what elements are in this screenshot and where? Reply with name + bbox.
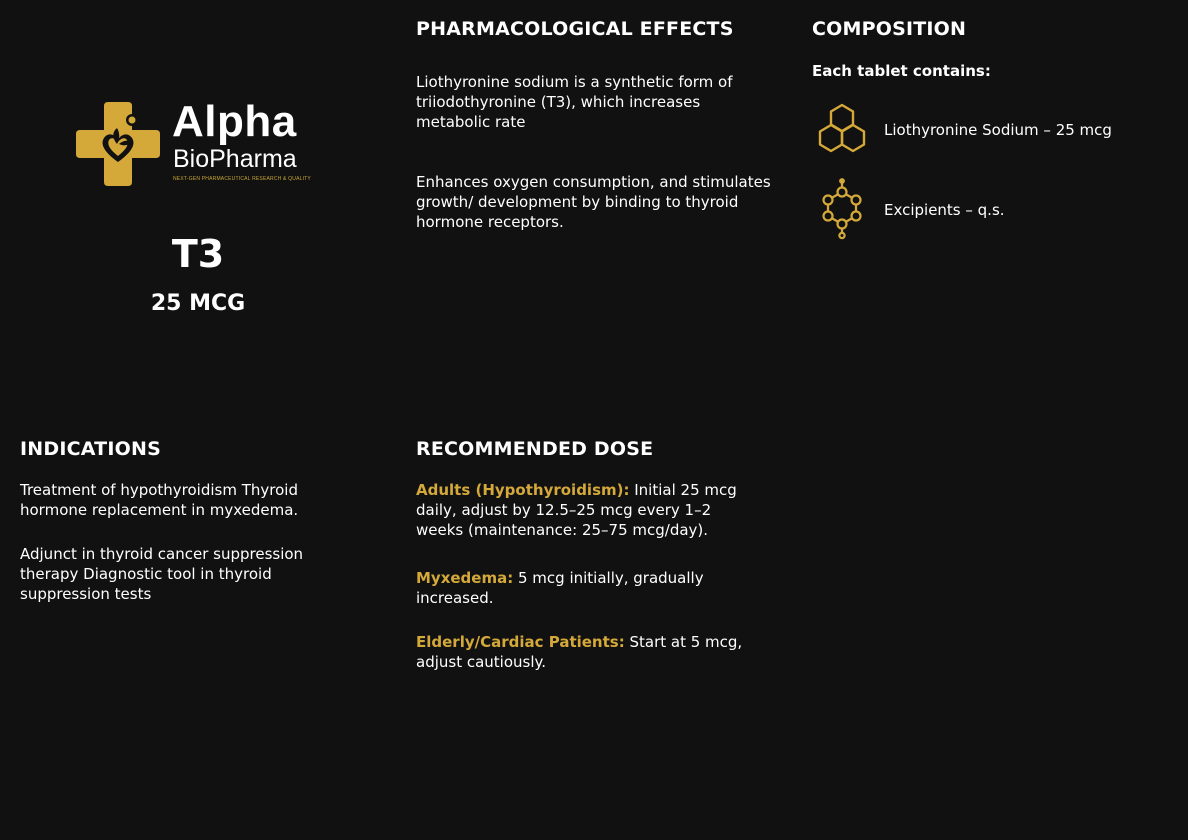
composition-item	[812, 100, 1172, 160]
indications-heading: INDICATIONS	[20, 438, 161, 460]
dose-item-label: Elderly/Cardiac Patients:	[416, 633, 625, 651]
product-strength: 25 MCG	[150, 291, 246, 316]
recommended-dose-heading: RECOMMENDED DOSE	[416, 438, 654, 460]
composition-intro: Each tablet contains:	[812, 62, 991, 80]
pharmacological-effects-paragraph: Liothyronine sodium is a synthetic form of triiodothyronine (T3), which increases metabolic rate	[416, 73, 733, 131]
dose-item-adults	[416, 480, 756, 540]
dose-item-text: Start at 5 mcg, adjust cautiously.	[416, 633, 743, 671]
pharmacological-effects-paragraph: Enhances oxygen consumption, and stimulates growth/ development by binding to thyroid hormone receptors.	[416, 173, 771, 231]
hexagon-cluster-icon	[812, 102, 872, 160]
dose-item-label: Myxedema:	[416, 569, 514, 587]
product-name: T3	[171, 232, 225, 276]
composition-item-label: Excipients – q.s.	[884, 201, 1005, 219]
brand-name-line1: Alpha	[172, 97, 297, 146]
dose-item-text: Initial 25 mcg daily, adjust by 12.5–25 mcg every 1–2 weeks (maintenance: 25–75 mcg/day).	[416, 481, 737, 539]
brand-logo	[74, 97, 324, 192]
dose-item-label: Adults (Hypothyroidism):	[416, 481, 630, 499]
indications-paragraph: Treatment of hypothyroidism Thyroid hormone replacement in myxedema.	[20, 481, 299, 519]
pharmacological-effects-heading: PHARMACOLOGICAL EFFECTS	[416, 18, 734, 40]
brand-tagline: NEXT-GEN PHARMACEUTICAL RESEARCH & QUALITY	[173, 176, 311, 182]
cross-leaf-logo-icon	[74, 100, 164, 192]
dose-item-text: 5 mcg initially, gradually increased.	[416, 569, 704, 607]
dose-item-myxedema	[416, 568, 746, 608]
molecule-ring-icon	[812, 178, 872, 240]
dose-item-elderly-cardiac	[416, 632, 756, 672]
composition-item-label: Liothyronine Sodium – 25 mcg	[884, 121, 1112, 139]
composition-heading: COMPOSITION	[812, 18, 967, 40]
brand-name-line2: BioPharma	[173, 145, 297, 173]
composition-item	[812, 178, 1172, 242]
indications-paragraph: Adjunct in thyroid cancer suppression therapy Diagnostic tool in thyroid suppression tests	[20, 545, 304, 603]
